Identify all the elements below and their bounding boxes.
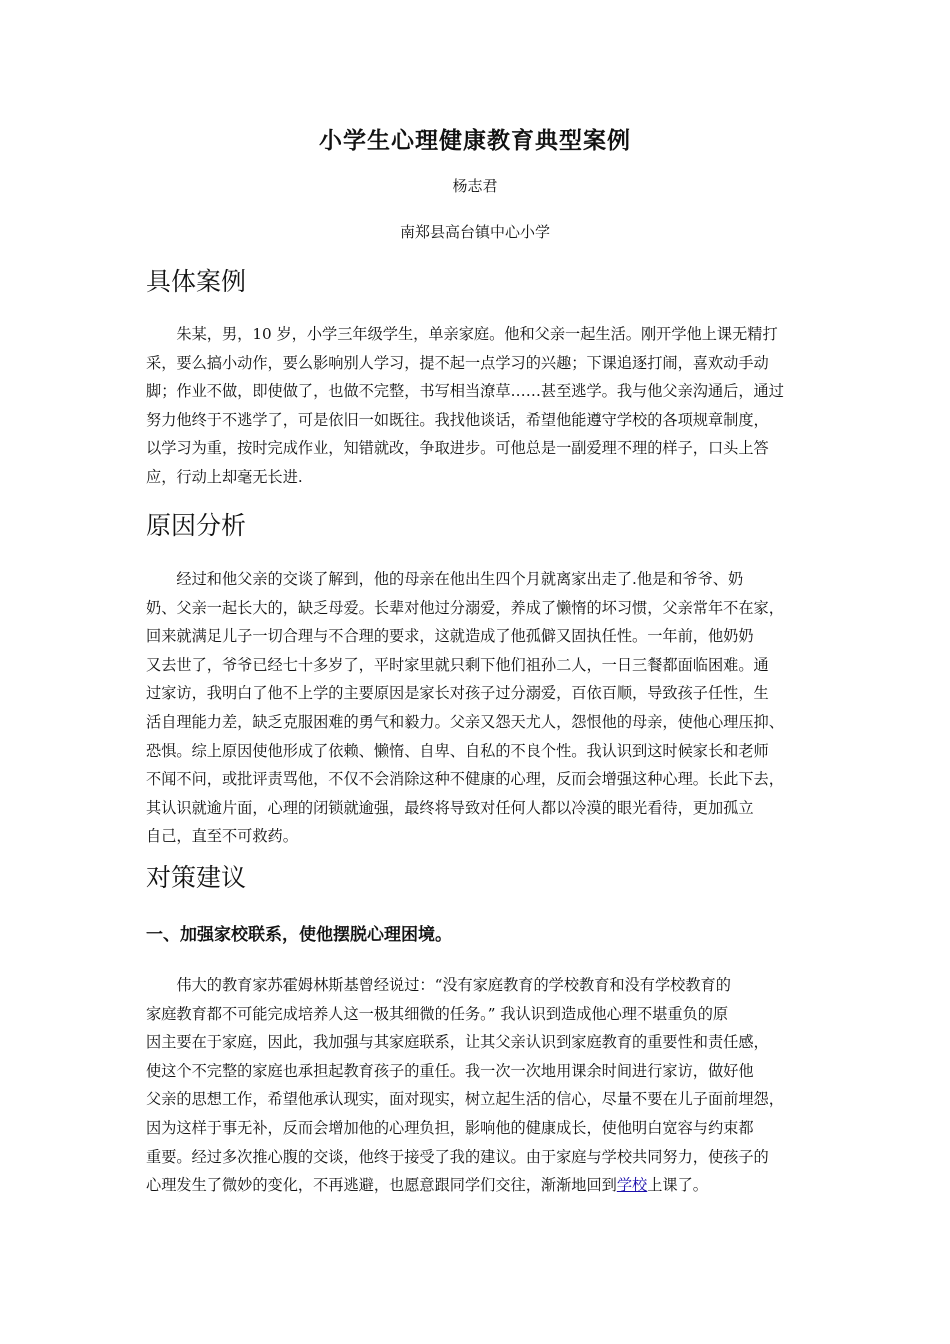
text-segment: 上课了。 xyxy=(647,1176,708,1195)
text-line: 家庭教育都不可能完成培养人这一极其细微的任务。” 我认识到造成他心理不堪重负的原 xyxy=(146,1004,729,1023)
organization-name: 南郑县高台镇中心小学 xyxy=(399,223,550,241)
subheading-home-school: 一、加强家校联系，使他摆脱心理困境。 xyxy=(146,925,452,945)
section-heading-analysis: 原因分析 xyxy=(146,511,247,540)
text-line: 其认识就逾片面，心理的闭锁就逾强，最终将导致对任何人都以冷漠的眼光看待，更加孤立 xyxy=(146,798,754,817)
text-line: 回来就满足儿子一切合理与不合理的要求，这就造成了他孤僻又固执任性。一年前，他奶奶 xyxy=(146,627,754,646)
text-line: 父亲的思想工作，希望他承认现实，面对现实，树立起生活的信心，尽量不要在儿子面前埋怨， xyxy=(146,1090,784,1109)
author-name: 杨志君 xyxy=(452,177,498,195)
text-line: 朱某，男，10 岁，小学三年级学生，单亲家庭。他和父亲一起生活。刚开学他上课无精打 xyxy=(146,325,778,343)
case-paragraph xyxy=(146,320,812,492)
text-line: 重要。经过多次推心腹的交谈，他终于接受了我的建议。由于家庭与学校共同努力，使孩子的 xyxy=(146,1147,769,1166)
text-line: 奶、父亲一起长大的，缺乏母爱。长辈对他过分溺爱，养成了懒惰的坏习惯，父亲常年不在家， xyxy=(146,598,784,617)
text-line: 因为这样于事无补，反而会增加他的心理负担，影响他的健康成长，使他明白宽容与约束都 xyxy=(146,1118,754,1137)
text-line: 活自理能力差，缺乏克服困难的勇气和毅力。父亲又怨天尤人，怨恨他的母亲，使他心理压抑、 xyxy=(146,712,784,731)
document-title: 小学生心理健康教育典型案例 xyxy=(319,128,631,154)
text-line: 经过和他父亲的交谈了解到，他的母亲在他出生四个月就离家出走了.他是和爷爷、奶 xyxy=(146,570,744,588)
text-line: 自己，直至不可救药。 xyxy=(146,827,298,846)
section-heading-suggestions: 对策建议 xyxy=(146,863,247,892)
text-line: 不闻不问，或批评责骂他，不仅不会消除这种不健康的心理，反而会增强这种心理。长此下去， xyxy=(146,770,784,789)
school-link[interactable]: 学校 xyxy=(616,1176,648,1195)
section-heading-case: 具体案例 xyxy=(146,267,247,296)
text-line: 脚；作业不做，即使做了，也做不完整，书写相当潦草……甚至逃学。我与他父亲沟通后，通过 xyxy=(146,382,784,401)
text-line: 使这个不完整的家庭也承担起教育孩子的重任。我一次一次地用课余时间进行家访，做好他 xyxy=(146,1061,754,1080)
text-line-last xyxy=(146,1171,812,1200)
suggestion-paragraph xyxy=(146,971,812,1200)
text-line: 过家访，我明白了他不上学的主要原因是家长对孩子过分溺爱，百依百顺，导致孩子任性，生 xyxy=(146,684,769,703)
text-segment: 心理发生了微妙的变化，不再逃避，也愿意跟同学们交往，渐渐地回到 xyxy=(146,1176,617,1195)
text-line: 又去世了，爷爷已经七十多岁了，平时家里就只剩下他们祖孙二人，一日三餐都面临困难。通 xyxy=(146,655,769,674)
text-line: 应，行动上却毫无长进. xyxy=(146,467,303,486)
text-line: 伟大的教育家苏霍姆林斯基曾经说过：“没有家庭教育的学校教育和没有学校教育的 xyxy=(146,976,731,994)
text-line: 因主要在于家庭，因此，我加强与其家庭联系，让其父亲认识到家庭教育的重要性和责任感， xyxy=(146,1033,769,1052)
analysis-paragraph xyxy=(146,565,812,851)
text-line: 采，要么搞小动作，要么影响别人学习，提不起一点学习的兴趣；下课追逐打闹，喜欢动手动 xyxy=(146,353,769,372)
text-line: 恐惧。综上原因使他形成了依赖、懒惰、自卑、自私的不良个性。我认识到这时候家长和老师 xyxy=(146,741,769,760)
text-line: 以学习为重，按时完成作业，知错就改，争取进步。可他总是一副爱理不理的样子，口头上答 xyxy=(146,439,769,458)
text-line: 努力他终于不逃学了，可是依旧一如既往。我找他谈话，希望他能遵守学校的各项规章制度， xyxy=(146,410,769,429)
